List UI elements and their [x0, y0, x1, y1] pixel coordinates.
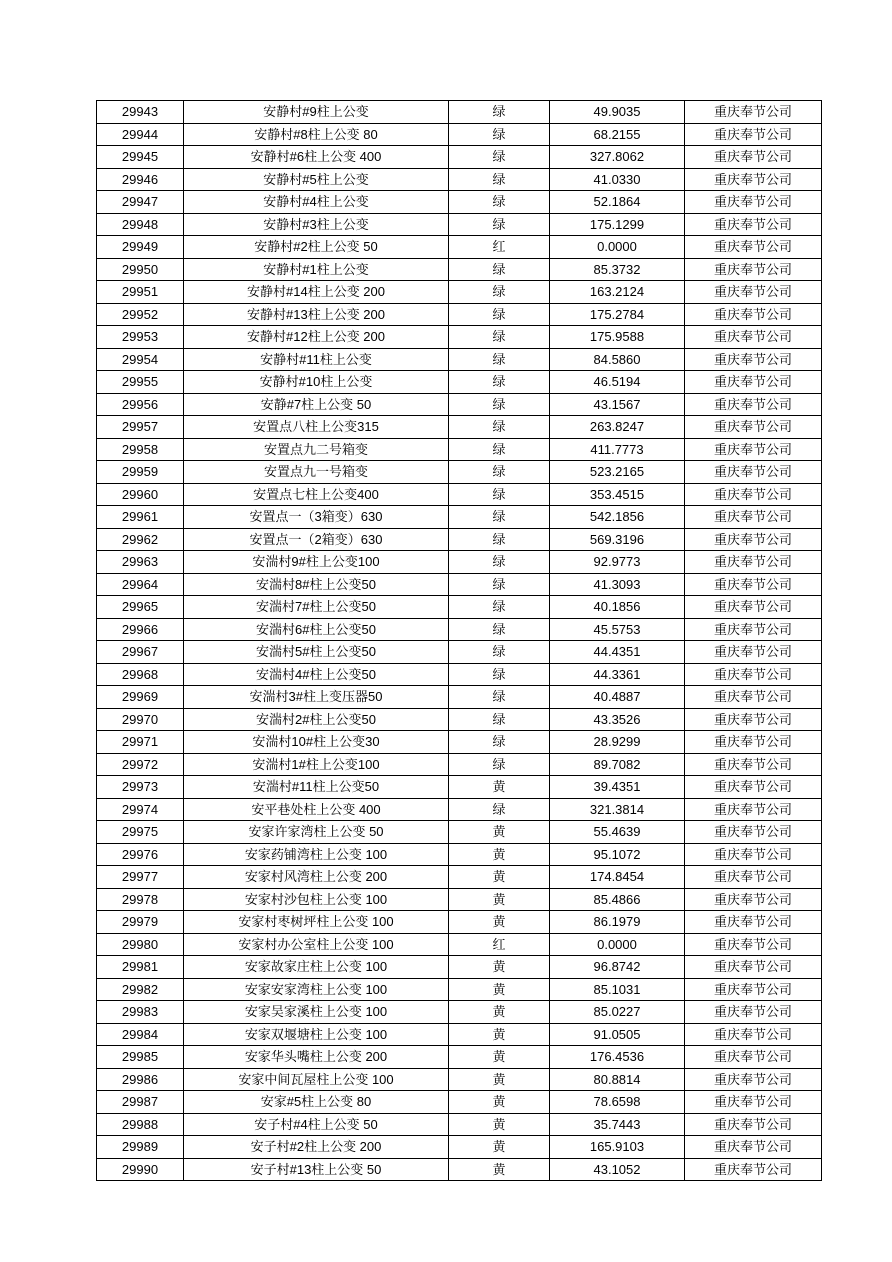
cell-id: 29961	[97, 506, 184, 529]
table-row	[97, 191, 822, 214]
cell-value: 569.3196	[550, 528, 685, 551]
cell-name: 安静村#3柱上公变	[184, 213, 449, 236]
cell-company: 重庆奉节公司	[685, 258, 822, 281]
table-body	[97, 101, 822, 1181]
cell-id: 29948	[97, 213, 184, 236]
cell-color: 绿	[449, 348, 550, 371]
table-row	[97, 483, 822, 506]
cell-color: 黄	[449, 956, 550, 979]
cell-company: 重庆奉节公司	[685, 1158, 822, 1181]
cell-company: 重庆奉节公司	[685, 1068, 822, 1091]
cell-name: 安家村枣树坪柱上公变 100	[184, 911, 449, 934]
cell-name: 安静村#5柱上公变	[184, 168, 449, 191]
cell-company: 重庆奉节公司	[685, 1136, 822, 1159]
cell-name: 安静村#12柱上公变 200	[184, 326, 449, 349]
cell-value: 45.5753	[550, 618, 685, 641]
cell-value: 175.9588	[550, 326, 685, 349]
cell-color: 绿	[449, 686, 550, 709]
cell-company: 重庆奉节公司	[685, 1113, 822, 1136]
cell-id: 29949	[97, 236, 184, 259]
cell-color: 黄	[449, 1001, 550, 1024]
table-row	[97, 393, 822, 416]
cell-value: 80.8814	[550, 1068, 685, 1091]
table-row	[97, 663, 822, 686]
cell-name: 安湍村7#柱上公变50	[184, 596, 449, 619]
cell-company: 重庆奉节公司	[685, 438, 822, 461]
cell-color: 绿	[449, 731, 550, 754]
cell-id: 29975	[97, 821, 184, 844]
cell-color: 黄	[449, 888, 550, 911]
table-row	[97, 1023, 822, 1046]
cell-id: 29981	[97, 956, 184, 979]
cell-value: 40.4887	[550, 686, 685, 709]
cell-company: 重庆奉节公司	[685, 888, 822, 911]
cell-color: 黄	[449, 978, 550, 1001]
cell-color: 绿	[449, 753, 550, 776]
cell-value: 95.1072	[550, 843, 685, 866]
cell-name: 安家双堰塘柱上公变 100	[184, 1023, 449, 1046]
cell-id: 29990	[97, 1158, 184, 1181]
cell-name: 安静村#10柱上公变	[184, 371, 449, 394]
table-row	[97, 146, 822, 169]
cell-color: 黄	[449, 821, 550, 844]
cell-value: 163.2124	[550, 281, 685, 304]
cell-name: 安置点九二号箱变	[184, 438, 449, 461]
cell-id: 29965	[97, 596, 184, 619]
cell-name: 安家故家庄柱上公变 100	[184, 956, 449, 979]
cell-color: 绿	[449, 101, 550, 124]
cell-id: 29979	[97, 911, 184, 934]
cell-name: 安湍村5#柱上公变50	[184, 641, 449, 664]
cell-id: 29986	[97, 1068, 184, 1091]
table-row	[97, 303, 822, 326]
cell-id: 29955	[97, 371, 184, 394]
cell-company: 重庆奉节公司	[685, 753, 822, 776]
cell-color: 绿	[449, 596, 550, 619]
table-row	[97, 506, 822, 529]
cell-id: 29958	[97, 438, 184, 461]
table-row	[97, 528, 822, 551]
cell-value: 86.1979	[550, 911, 685, 934]
cell-value: 542.1856	[550, 506, 685, 529]
cell-name: 安湍村4#柱上公变50	[184, 663, 449, 686]
cell-value: 44.3361	[550, 663, 685, 686]
cell-company: 重庆奉节公司	[685, 416, 822, 439]
cell-color: 绿	[449, 146, 550, 169]
cell-company: 重庆奉节公司	[685, 843, 822, 866]
cell-company: 重庆奉节公司	[685, 866, 822, 889]
cell-name: 安家药铺湾柱上公变 100	[184, 843, 449, 866]
cell-id: 29983	[97, 1001, 184, 1024]
table-row	[97, 416, 822, 439]
cell-id: 29963	[97, 551, 184, 574]
table-row	[97, 281, 822, 304]
cell-id: 29971	[97, 731, 184, 754]
cell-id: 29974	[97, 798, 184, 821]
cell-value: 175.2784	[550, 303, 685, 326]
cell-name: 安湍村6#柱上公变50	[184, 618, 449, 641]
cell-value: 43.1052	[550, 1158, 685, 1181]
cell-company: 重庆奉节公司	[685, 1001, 822, 1024]
table-row	[97, 1091, 822, 1114]
cell-color: 绿	[449, 506, 550, 529]
cell-company: 重庆奉节公司	[685, 236, 822, 259]
cell-id: 29943	[97, 101, 184, 124]
cell-id: 29989	[97, 1136, 184, 1159]
table-row	[97, 258, 822, 281]
cell-id: 29946	[97, 168, 184, 191]
cell-color: 黄	[449, 776, 550, 799]
cell-id: 29954	[97, 348, 184, 371]
table-row	[97, 101, 822, 124]
cell-name: 安家华头嘴柱上公变 200	[184, 1046, 449, 1069]
cell-value: 52.1864	[550, 191, 685, 214]
cell-id: 29984	[97, 1023, 184, 1046]
cell-company: 重庆奉节公司	[685, 641, 822, 664]
cell-color: 绿	[449, 303, 550, 326]
table-row	[97, 326, 822, 349]
cell-color: 黄	[449, 1136, 550, 1159]
cell-company: 重庆奉节公司	[685, 686, 822, 709]
cell-company: 重庆奉节公司	[685, 168, 822, 191]
cell-company: 重庆奉节公司	[685, 596, 822, 619]
cell-company: 重庆奉节公司	[685, 506, 822, 529]
cell-value: 39.4351	[550, 776, 685, 799]
cell-id: 29988	[97, 1113, 184, 1136]
cell-name: 安湍村9#柱上公变100	[184, 551, 449, 574]
table-row	[97, 888, 822, 911]
cell-id: 29970	[97, 708, 184, 731]
cell-name: 安家#5柱上公变 80	[184, 1091, 449, 1114]
data-table	[96, 100, 822, 1181]
cell-id: 29972	[97, 753, 184, 776]
table-row	[97, 1158, 822, 1181]
cell-color: 绿	[449, 213, 550, 236]
cell-name: 安湍村1#柱上公变100	[184, 753, 449, 776]
cell-color: 绿	[449, 168, 550, 191]
table-row	[97, 461, 822, 484]
cell-color: 红	[449, 933, 550, 956]
cell-color: 黄	[449, 1023, 550, 1046]
cell-name: 安静村#13柱上公变 200	[184, 303, 449, 326]
cell-color: 黄	[449, 1158, 550, 1181]
table-row	[97, 866, 822, 889]
cell-name: 安静村#14柱上公变 200	[184, 281, 449, 304]
cell-id: 29985	[97, 1046, 184, 1069]
cell-id: 29967	[97, 641, 184, 664]
cell-company: 重庆奉节公司	[685, 798, 822, 821]
cell-value: 263.8247	[550, 416, 685, 439]
cell-color: 绿	[449, 191, 550, 214]
cell-id: 29966	[97, 618, 184, 641]
cell-id: 29951	[97, 281, 184, 304]
cell-id: 29973	[97, 776, 184, 799]
cell-color: 绿	[449, 438, 550, 461]
table-row	[97, 753, 822, 776]
cell-id: 29969	[97, 686, 184, 709]
table-row	[97, 551, 822, 574]
cell-value: 46.5194	[550, 371, 685, 394]
table-row	[97, 798, 822, 821]
cell-name: 安静村#8柱上公变 80	[184, 123, 449, 146]
cell-id: 29945	[97, 146, 184, 169]
cell-color: 红	[449, 236, 550, 259]
table-row	[97, 596, 822, 619]
table-row	[97, 911, 822, 934]
cell-name: 安家村沙包柱上公变 100	[184, 888, 449, 911]
cell-id: 29950	[97, 258, 184, 281]
table-row	[97, 236, 822, 259]
table-row	[97, 213, 822, 236]
cell-value: 523.2165	[550, 461, 685, 484]
cell-name: 安家村办公室柱上公变 100	[184, 933, 449, 956]
cell-company: 重庆奉节公司	[685, 618, 822, 641]
cell-value: 85.3732	[550, 258, 685, 281]
cell-company: 重庆奉节公司	[685, 326, 822, 349]
table-row	[97, 123, 822, 146]
cell-value: 78.6598	[550, 1091, 685, 1114]
cell-id: 29947	[97, 191, 184, 214]
cell-color: 绿	[449, 281, 550, 304]
cell-company: 重庆奉节公司	[685, 731, 822, 754]
cell-value: 35.7443	[550, 1113, 685, 1136]
cell-id: 29952	[97, 303, 184, 326]
cell-name: 安家吴家溪柱上公变 100	[184, 1001, 449, 1024]
cell-id: 29956	[97, 393, 184, 416]
cell-value: 84.5860	[550, 348, 685, 371]
cell-company: 重庆奉节公司	[685, 461, 822, 484]
cell-name: 安静村#1柱上公变	[184, 258, 449, 281]
cell-name: 安湍村2#柱上公变50	[184, 708, 449, 731]
cell-value: 327.8062	[550, 146, 685, 169]
cell-value: 321.3814	[550, 798, 685, 821]
cell-company: 重庆奉节公司	[685, 978, 822, 1001]
cell-color: 黄	[449, 1068, 550, 1091]
cell-name: 安子村#2柱上公变 200	[184, 1136, 449, 1159]
cell-id: 29953	[97, 326, 184, 349]
cell-company: 重庆奉节公司	[685, 123, 822, 146]
table-row	[97, 573, 822, 596]
cell-name: 安静村#4柱上公变	[184, 191, 449, 214]
cell-color: 绿	[449, 258, 550, 281]
cell-name: 安湍村10#柱上公变30	[184, 731, 449, 754]
cell-company: 重庆奉节公司	[685, 348, 822, 371]
cell-company: 重庆奉节公司	[685, 101, 822, 124]
table-row	[97, 821, 822, 844]
table-row	[97, 618, 822, 641]
cell-color: 黄	[449, 1113, 550, 1136]
cell-value: 43.3526	[550, 708, 685, 731]
cell-value: 96.8742	[550, 956, 685, 979]
cell-company: 重庆奉节公司	[685, 393, 822, 416]
cell-color: 绿	[449, 708, 550, 731]
table-row	[97, 933, 822, 956]
table-row	[97, 843, 822, 866]
cell-color: 绿	[449, 416, 550, 439]
cell-company: 重庆奉节公司	[685, 821, 822, 844]
cell-color: 绿	[449, 618, 550, 641]
cell-color: 绿	[449, 483, 550, 506]
cell-value: 85.0227	[550, 1001, 685, 1024]
cell-id: 29982	[97, 978, 184, 1001]
cell-company: 重庆奉节公司	[685, 528, 822, 551]
cell-name: 安家村风湾柱上公变 200	[184, 866, 449, 889]
cell-value: 43.1567	[550, 393, 685, 416]
cell-color: 黄	[449, 866, 550, 889]
cell-color: 黄	[449, 1046, 550, 1069]
cell-id: 29944	[97, 123, 184, 146]
cell-name: 安静#7柱上公变 50	[184, 393, 449, 416]
cell-value: 91.0505	[550, 1023, 685, 1046]
table-row	[97, 348, 822, 371]
cell-color: 黄	[449, 1091, 550, 1114]
cell-company: 重庆奉节公司	[685, 933, 822, 956]
cell-name: 安置点一（2箱变）630	[184, 528, 449, 551]
cell-value: 92.9773	[550, 551, 685, 574]
cell-name: 安子村#4柱上公变 50	[184, 1113, 449, 1136]
cell-value: 175.1299	[550, 213, 685, 236]
table-row	[97, 438, 822, 461]
cell-company: 重庆奉节公司	[685, 281, 822, 304]
cell-company: 重庆奉节公司	[685, 776, 822, 799]
cell-id: 29959	[97, 461, 184, 484]
cell-id: 29980	[97, 933, 184, 956]
cell-color: 绿	[449, 663, 550, 686]
cell-company: 重庆奉节公司	[685, 146, 822, 169]
cell-company: 重庆奉节公司	[685, 371, 822, 394]
cell-value: 353.4515	[550, 483, 685, 506]
cell-company: 重庆奉节公司	[685, 1046, 822, 1069]
cell-name: 安湍村#11柱上公变50	[184, 776, 449, 799]
cell-color: 绿	[449, 798, 550, 821]
cell-name: 安平巷处柱上公变 400	[184, 798, 449, 821]
cell-value: 85.1031	[550, 978, 685, 1001]
table-row	[97, 168, 822, 191]
cell-color: 绿	[449, 326, 550, 349]
cell-color: 黄	[449, 843, 550, 866]
cell-company: 重庆奉节公司	[685, 213, 822, 236]
cell-name: 安家许家湾柱上公变 50	[184, 821, 449, 844]
cell-name: 安静村#6柱上公变 400	[184, 146, 449, 169]
cell-color: 绿	[449, 371, 550, 394]
table-row	[97, 1046, 822, 1069]
cell-id: 29960	[97, 483, 184, 506]
table-row	[97, 1113, 822, 1136]
cell-id: 29977	[97, 866, 184, 889]
cell-value: 176.4536	[550, 1046, 685, 1069]
cell-color: 绿	[449, 528, 550, 551]
cell-value: 68.2155	[550, 123, 685, 146]
cell-color: 绿	[449, 551, 550, 574]
cell-name: 安静村#11柱上公变	[184, 348, 449, 371]
table-row	[97, 1136, 822, 1159]
cell-value: 49.9035	[550, 101, 685, 124]
table-row	[97, 641, 822, 664]
cell-value: 40.1856	[550, 596, 685, 619]
cell-company: 重庆奉节公司	[685, 191, 822, 214]
cell-value: 165.9103	[550, 1136, 685, 1159]
cell-company: 重庆奉节公司	[685, 1023, 822, 1046]
cell-color: 绿	[449, 641, 550, 664]
cell-company: 重庆奉节公司	[685, 911, 822, 934]
cell-id: 29987	[97, 1091, 184, 1114]
cell-id: 29976	[97, 843, 184, 866]
cell-color: 绿	[449, 461, 550, 484]
table-row	[97, 708, 822, 731]
cell-name: 安置点一（3箱变）630	[184, 506, 449, 529]
cell-value: 28.9299	[550, 731, 685, 754]
cell-value: 55.4639	[550, 821, 685, 844]
cell-name: 安静村#2柱上公变 50	[184, 236, 449, 259]
cell-name: 安置点九一号箱变	[184, 461, 449, 484]
cell-name: 安家中间瓦屋柱上公变 100	[184, 1068, 449, 1091]
table-row	[97, 731, 822, 754]
cell-color: 绿	[449, 123, 550, 146]
table-row	[97, 686, 822, 709]
cell-name: 安家安家湾柱上公变 100	[184, 978, 449, 1001]
cell-color: 黄	[449, 911, 550, 934]
cell-name: 安置点八柱上公变315	[184, 416, 449, 439]
cell-value: 0.0000	[550, 933, 685, 956]
cell-company: 重庆奉节公司	[685, 956, 822, 979]
cell-name: 安静村#9柱上公变	[184, 101, 449, 124]
cell-company: 重庆奉节公司	[685, 708, 822, 731]
cell-company: 重庆奉节公司	[685, 303, 822, 326]
cell-value: 41.0330	[550, 168, 685, 191]
cell-value: 44.4351	[550, 641, 685, 664]
cell-name: 安子村#13柱上公变 50	[184, 1158, 449, 1181]
table-row	[97, 371, 822, 394]
table-row	[97, 776, 822, 799]
cell-value: 89.7082	[550, 753, 685, 776]
cell-company: 重庆奉节公司	[685, 573, 822, 596]
cell-company: 重庆奉节公司	[685, 663, 822, 686]
cell-id: 29978	[97, 888, 184, 911]
cell-value: 41.3093	[550, 573, 685, 596]
cell-id: 29964	[97, 573, 184, 596]
table-row	[97, 978, 822, 1001]
cell-value: 0.0000	[550, 236, 685, 259]
cell-name: 安湍村3#柱上变压器50	[184, 686, 449, 709]
cell-color: 绿	[449, 573, 550, 596]
table-row	[97, 956, 822, 979]
cell-id: 29962	[97, 528, 184, 551]
cell-value: 411.7773	[550, 438, 685, 461]
cell-id: 29968	[97, 663, 184, 686]
cell-company: 重庆奉节公司	[685, 483, 822, 506]
cell-value: 174.8454	[550, 866, 685, 889]
table-row	[97, 1068, 822, 1091]
cell-company: 重庆奉节公司	[685, 551, 822, 574]
cell-color: 绿	[449, 393, 550, 416]
cell-value: 85.4866	[550, 888, 685, 911]
cell-company: 重庆奉节公司	[685, 1091, 822, 1114]
cell-name: 安置点七柱上公变400	[184, 483, 449, 506]
cell-name: 安湍村8#柱上公变50	[184, 573, 449, 596]
cell-id: 29957	[97, 416, 184, 439]
table-row	[97, 1001, 822, 1024]
